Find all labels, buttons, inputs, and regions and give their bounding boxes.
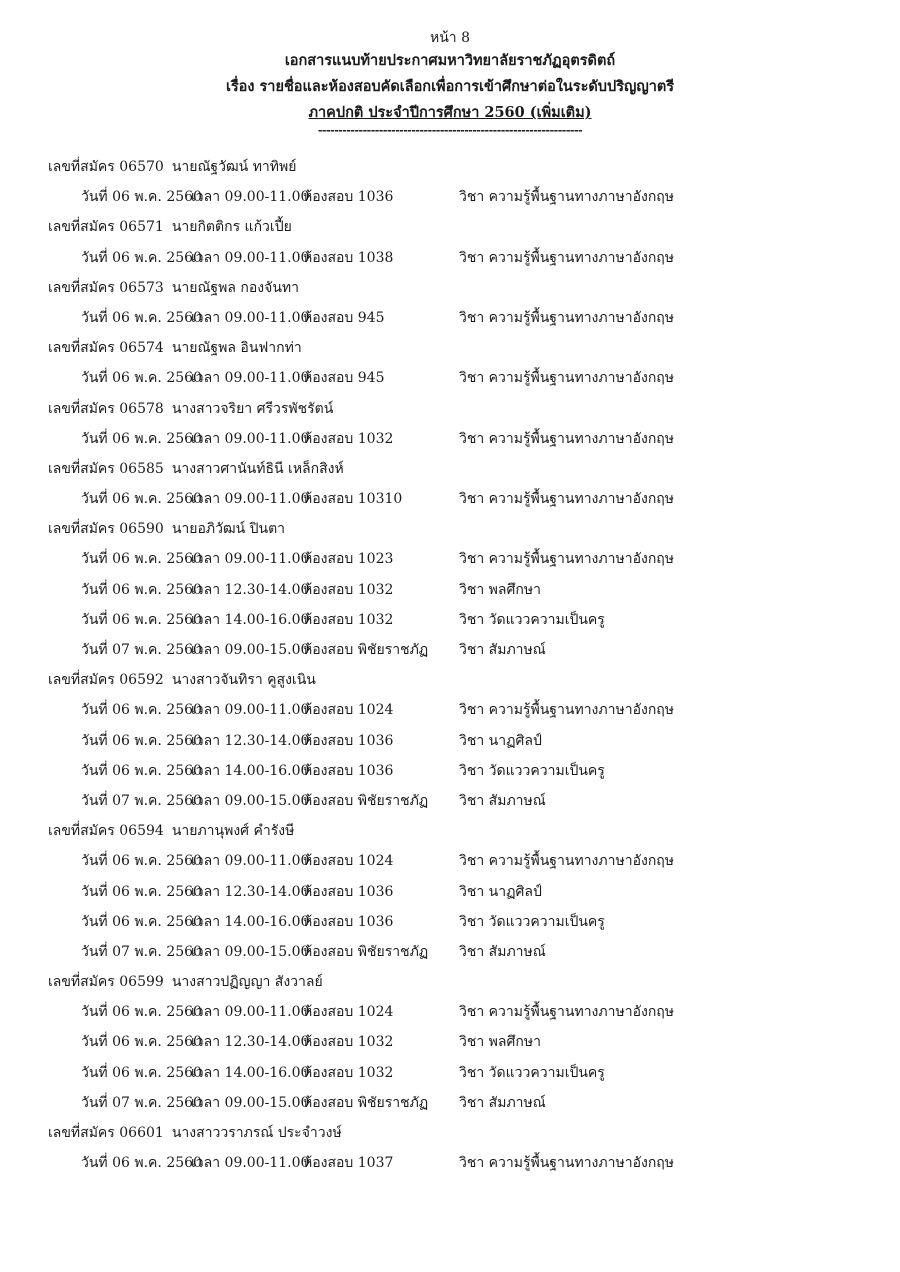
exam-room: ห้องสอบ 1032 [303,1034,394,1051]
exam-schedule-row [81,756,868,786]
exam-room: ห้องสอบ 1036 [303,189,394,206]
exam-room: ห้องสอบ พิชัยราชภัฏ [303,943,429,960]
exam-room: ห้องสอบ 1032 [303,581,394,598]
applicant-number: เลขที่สมัคร 06592 [48,672,164,689]
page-number: หน้า 8 [429,30,471,46]
exam-time: เวลา 09.00-11.00 [191,189,310,206]
document-term: ภาคปกติ ประจำปีการศึกษา 2560 (เพิ่มเติม) [308,104,592,121]
exam-time: เวลา 09.00-11.00 [191,702,310,719]
exam-date: วันที่ 07 พ.ค. 2560 [81,792,202,809]
exam-schedule-row [81,1027,868,1057]
applicant-header [48,394,868,424]
applicant-number: เลขที่สมัคร 06590 [48,521,164,538]
exam-room: ห้องสอบ พิชัยราชภัฏ [303,1094,429,1111]
applicant-name: นายณัฐพล อินฟากท่า [171,340,302,357]
applicant-name: นายกิตติกร แก้วเปี้ย [171,219,292,236]
applicant-header [48,514,868,544]
exam-schedule-row [81,363,868,393]
applicant-number: เลขที่สมัคร 06601 [48,1125,164,1141]
exam-date: วันที่ 06 พ.ค. 2560 [81,581,202,598]
applicant-header [48,273,868,303]
exam-schedule-row [81,575,868,605]
applicant-number: เลขที่สมัคร 06578 [48,400,164,417]
applicant-number: เลขที่สมัคร 06599 [48,974,164,991]
document-header [0,28,900,136]
exam-time: เวลา 09.00-15.00 [191,792,310,809]
exam-subject: วิชา วัดแววความเป็นครู [459,762,605,779]
exam-subject: วิชา สัมภาษณ์ [459,943,546,960]
exam-subject: วิชา วัดแววความเป็นครู [459,1064,605,1081]
applicant-header [48,333,868,363]
applicant-name: นางสาวจริยา ศรีวรพัชรัตน์ [171,400,334,417]
exam-room: ห้องสอบ 1024 [303,853,394,870]
exam-schedule-row [81,182,868,212]
exam-date: วันที่ 06 พ.ค. 2560 [81,249,202,266]
exam-room: ห้องสอบ 1036 [303,913,394,930]
exam-date: วันที่ 06 พ.ค. 2560 [81,551,202,568]
exam-date: วันที่ 06 พ.ค. 2560 [81,1064,202,1081]
exam-room: ห้องสอบ 1032 [303,1064,394,1081]
exam-date: วันที่ 06 พ.ค. 2560 [81,370,202,387]
exam-room: ห้องสอบ 1032 [303,430,394,447]
exam-time: เวลา 09.00-15.00 [191,642,310,658]
exam-time: เวลา 09.00-11.00 [191,1155,310,1172]
applicant-name: นางสาวจันทิรา คูสูงเนิน [171,672,316,689]
exam-schedule-row [81,1058,868,1088]
exam-schedule-row [81,997,868,1027]
exam-room: ห้องสอบ 945 [303,309,385,326]
applicant-number: เลขที่สมัคร 06573 [48,279,164,296]
exam-room: ห้องสอบ 1036 [303,883,394,900]
exam-schedule-row [81,243,868,273]
applicant-header [48,816,868,846]
exam-schedule-row [81,484,868,514]
applicant-name: นายณัฐพล กองจันทา [171,279,300,296]
header-divider: ----------------------------------------------------------------- [317,124,583,137]
exam-date: วันที่ 06 พ.ค. 2560 [81,611,202,628]
exam-subject: วิชา ความรู้พื้นฐานทางภาษาอังกฤษ [459,702,674,719]
exam-subject: วิชา พลศึกษา [459,1034,541,1051]
exam-time: เวลา 14.00-16.00 [191,913,310,930]
applicant-header [48,1118,868,1148]
exam-date: วันที่ 06 พ.ค. 2560 [81,853,202,870]
document-subject: เรื่อง รายชื่อและห้องสอบคัดเลือกเพื่อการเข้าศึกษาต่อในระดับปริญญาตรี [225,78,675,95]
exam-time: เวลา 09.00-11.00 [191,370,310,387]
exam-subject: วิชา ความรู้พื้นฐานทางภาษาอังกฤษ [459,430,674,447]
exam-schedule-row [81,786,868,816]
exam-room: ห้องสอบ 945 [303,370,385,387]
exam-time: เวลา 12.30-14.00 [191,581,310,598]
exam-room: ห้องสอบ 1037 [303,1155,394,1172]
exam-schedule-row [81,695,868,725]
applicant-name: นายภานุพงศ์ คำรังษี [171,823,295,840]
exam-subject: วิชา วัดแววความเป็นครู [459,913,605,930]
exam-subject: วิชา ความรู้พื้นฐานทางภาษาอังกฤษ [459,1004,674,1021]
applicant-name: นายอภิวัฒน์ ปินตา [171,521,286,538]
exam-subject: วิชา วัดแววความเป็นครู [459,611,605,628]
exam-room: ห้องสอบ 1036 [303,762,394,779]
applicant-name: นางสาวศานันท์ธินี เหล็กสิงห์ [171,460,344,477]
exam-date: วันที่ 07 พ.ค. 2560 [81,943,202,960]
exam-date: วันที่ 06 พ.ค. 2560 [81,702,202,719]
exam-subject: วิชา ความรู้พื้นฐานทางภาษาอังกฤษ [459,551,674,568]
applicant-number: เลขที่สมัคร 06585 [48,460,164,477]
exam-date: วันที่ 06 พ.ค. 2560 [81,1155,202,1172]
exam-date: วันที่ 06 พ.ค. 2560 [81,762,202,779]
exam-time: เวลา 09.00-15.00 [191,1094,310,1111]
applicant-name: นายณัฐวัฒน์ ทาทิพย์ [171,159,297,175]
applicant-header [48,152,868,182]
exam-room: ห้องสอบ 1023 [303,551,394,568]
exam-date: วันที่ 06 พ.ค. 2560 [81,189,202,206]
exam-subject: วิชา ความรู้พื้นฐานทางภาษาอังกฤษ [459,1155,674,1172]
exam-subject: วิชา ความรู้พื้นฐานทางภาษาอังกฤษ [459,491,674,508]
applicant-header [48,967,868,997]
exam-room: ห้องสอบ 1032 [303,611,394,628]
exam-subject: วิชา นาฏศิลป์ [459,732,542,749]
exam-schedule-row [81,1088,868,1118]
exam-date: วันที่ 06 พ.ค. 2560 [81,309,202,326]
exam-room: ห้องสอบ พิชัยราชภัฏ [303,642,429,658]
exam-time: เวลา 09.00-11.00 [191,551,310,568]
exam-room: ห้องสอบ 1036 [303,732,394,749]
exam-room: ห้องสอบ 1024 [303,1004,394,1021]
exam-subject: วิชา พลศึกษา [459,581,541,598]
exam-subject: วิชา ความรู้พื้นฐานทางภาษาอังกฤษ [459,249,674,266]
applicant-number: เลขที่สมัคร 06570 [48,159,164,175]
exam-room: ห้องสอบ 10310 [303,491,403,508]
applicant-header [48,665,868,695]
exam-time: เวลา 09.00-15.00 [191,943,310,960]
exam-schedule-row [81,877,868,907]
applicant-list [48,152,868,1178]
exam-schedule-row [81,303,868,333]
exam-schedule-row [81,605,868,635]
exam-subject: วิชา ความรู้พื้นฐานทางภาษาอังกฤษ [459,309,674,326]
exam-time: เวลา 09.00-11.00 [191,491,310,508]
document-title: เอกสารแนบท้ายประกาศมหาวิทยาลัยราชภัฏอุตรดิตถ์ [284,52,616,69]
exam-subject: วิชา สัมภาษณ์ [459,792,546,809]
exam-date: วันที่ 06 พ.ค. 2560 [81,1034,202,1051]
exam-schedule-row [81,424,868,454]
exam-date: วันที่ 06 พ.ค. 2560 [81,883,202,900]
exam-date: วันที่ 06 พ.ค. 2560 [81,491,202,508]
exam-time: เวลา 14.00-16.00 [191,611,310,628]
exam-schedule-row [81,544,868,574]
exam-room: ห้องสอบ 1024 [303,702,394,719]
exam-time: เวลา 14.00-16.00 [191,1064,310,1081]
exam-date: วันที่ 06 พ.ค. 2560 [81,732,202,749]
exam-time: เวลา 12.30-14.00 [191,1034,310,1051]
applicant-header [48,454,868,484]
exam-schedule-row [81,726,868,756]
exam-subject: วิชา ความรู้พื้นฐานทางภาษาอังกฤษ [459,853,674,870]
exam-time: เวลา 14.00-16.00 [191,762,310,779]
exam-room: ห้องสอบ พิชัยราชภัฏ [303,792,429,809]
exam-schedule-row [81,846,868,876]
exam-subject: วิชา สัมภาษณ์ [459,642,546,658]
exam-time: เวลา 09.00-11.00 [191,430,310,447]
exam-time: เวลา 09.00-11.00 [191,1004,310,1021]
exam-date: วันที่ 06 พ.ค. 2560 [81,430,202,447]
exam-room: ห้องสอบ 1038 [303,249,394,266]
exam-schedule-row [81,907,868,937]
exam-time: เวลา 09.00-11.00 [191,309,310,326]
applicant-number: เลขที่สมัคร 06574 [48,340,164,357]
applicant-name: นางสาวปฏิญญา สังวาลย์ [171,974,323,991]
applicant-number: เลขที่สมัคร 06594 [48,823,164,840]
exam-schedule-row [81,937,868,967]
exam-subject: วิชา ความรู้พื้นฐานทางภาษาอังกฤษ [459,189,674,206]
exam-time: เวลา 09.00-11.00 [191,853,310,870]
applicant-header [48,212,868,242]
applicant-number: เลขที่สมัคร 06571 [48,219,164,236]
exam-time: เวลา 12.30-14.00 [191,732,310,749]
exam-date: วันที่ 06 พ.ค. 2560 [81,1004,202,1021]
exam-date: วันที่ 07 พ.ค. 2560 [81,1094,202,1111]
exam-subject: วิชา นาฏศิลป์ [459,883,542,900]
applicant-name: นางสาววราภรณ์ ประจำวงษ์ [171,1125,342,1141]
exam-date: วันที่ 07 พ.ค. 2560 [81,642,202,658]
exam-schedule-row [81,635,868,665]
exam-subject: วิชา สัมภาษณ์ [459,1094,546,1111]
exam-time: เวลา 09.00-11.00 [191,249,310,266]
exam-time: เวลา 12.30-14.00 [191,883,310,900]
exam-subject: วิชา ความรู้พื้นฐานทางภาษาอังกฤษ [459,370,674,387]
exam-date: วันที่ 06 พ.ค. 2560 [81,913,202,930]
exam-schedule-row [81,1148,868,1178]
